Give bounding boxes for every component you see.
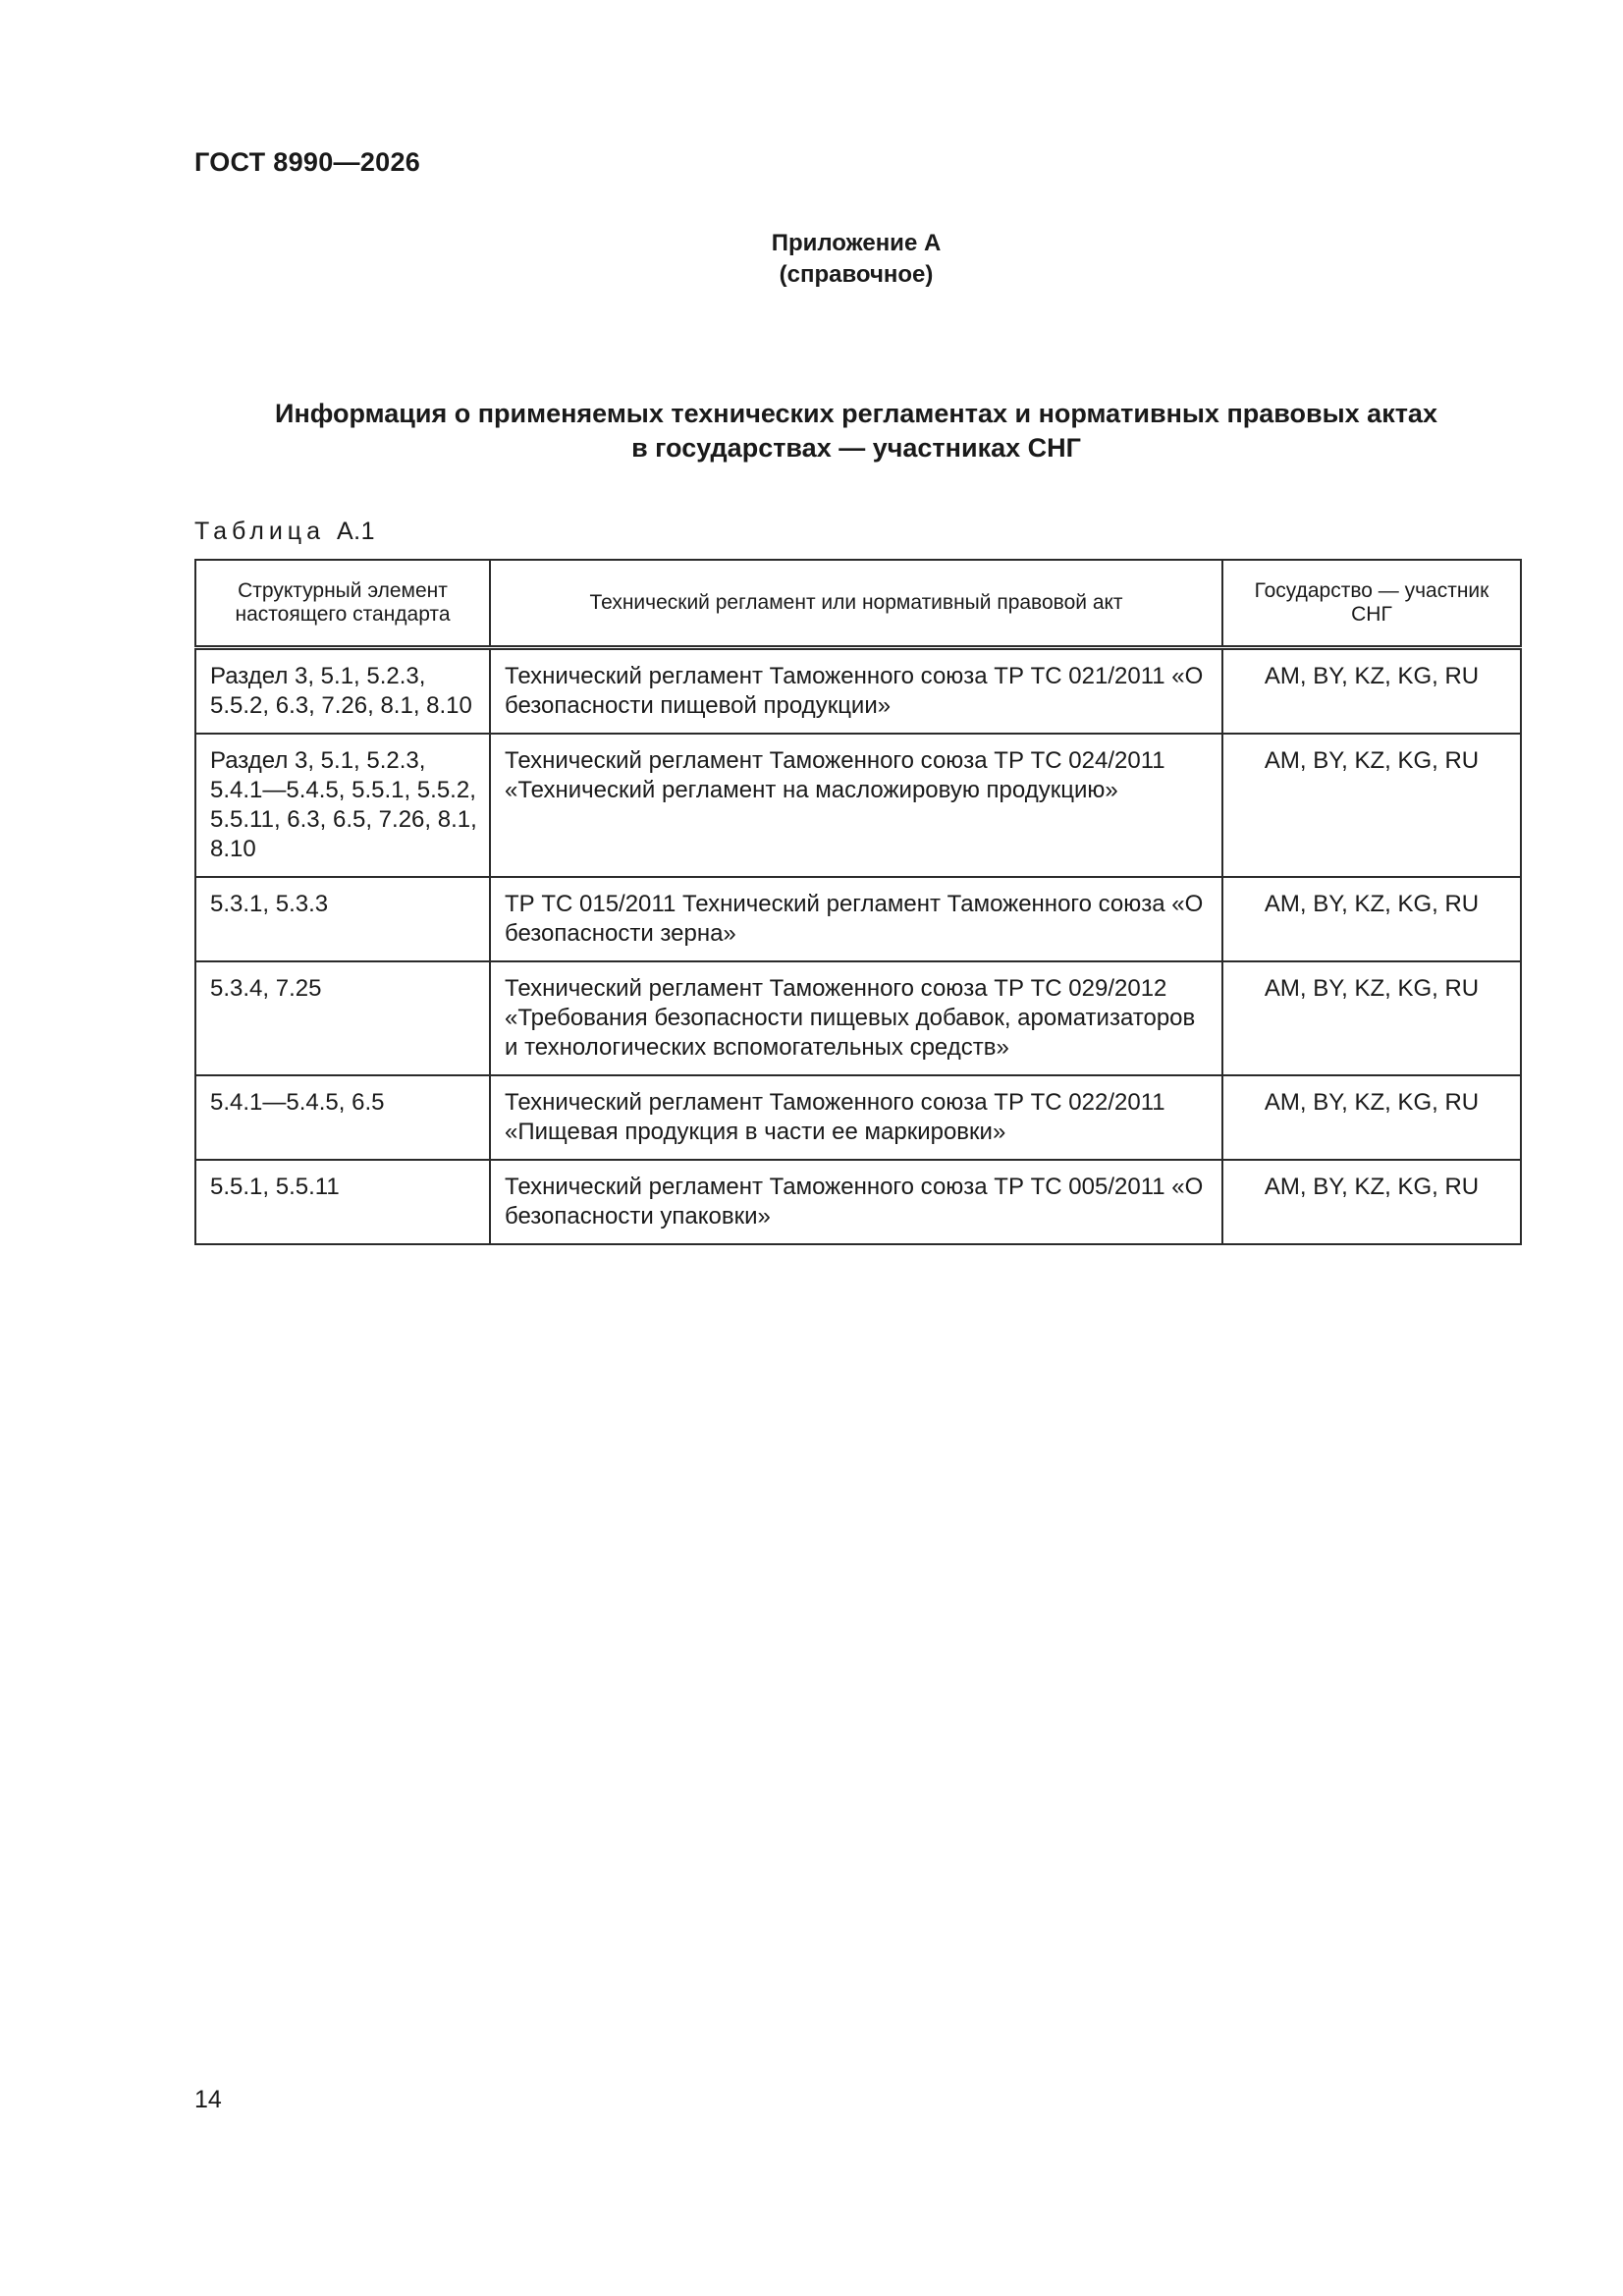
appendix-heading: [0, 228, 1623, 291]
table-label: [194, 518, 375, 546]
cell-states: AM, BY, KZ, KG, RU: [1222, 1160, 1521, 1244]
table-row: [195, 1160, 1521, 1244]
cell-act: Технический регламент Таможенного союза ТР ТС 005/2011 «О безопасности упаковки»: [490, 1160, 1222, 1244]
column-header-element: Структурный элемент настоящего стандарта: [195, 560, 490, 648]
column-header-act: Технический регламент или нормативный правовой акт: [490, 560, 1222, 648]
appendix-title: Приложение А: [771, 230, 942, 256]
page-number: 14: [194, 2086, 222, 2113]
cell-element: 5.4.1—5.4.5, 6.5: [195, 1075, 490, 1160]
table-row: [195, 1075, 1521, 1160]
cell-states: AM, BY, KZ, KG, RU: [1222, 648, 1521, 735]
column-header-states: Государство — участник СНГ: [1222, 560, 1521, 648]
cell-element: 5.5.1, 5.5.11: [195, 1160, 490, 1244]
table-header-row: [195, 560, 1521, 648]
document-code: ГОСТ 8990—2026: [194, 147, 421, 177]
cell-element: Раздел 3, 5.1, 5.2.3, 5.5.2, 6.3, 7.26, 8.1, 8.10: [195, 648, 490, 735]
cell-states: AM, BY, KZ, KG, RU: [1222, 1075, 1521, 1160]
section-title-line-2: в государствах — участниках СНГ: [631, 433, 1081, 463]
cell-element: 5.3.1, 5.3.3: [195, 877, 490, 961]
section-title-line-1: Информация о применяемых технических регламентах и нормативных правовых актах: [275, 399, 1437, 428]
table-row: [195, 877, 1521, 961]
table-label-word: Таблица: [194, 518, 326, 545]
cell-act: Технический регламент Таможенного союза ТР ТС 029/2012 «Требования безопасности пищевых добавок, ароматизаторов и технологических вспомогательных средств»: [490, 961, 1222, 1075]
cell-act: Технический регламент Таможенного союза ТР ТС 022/2011 «Пищевая продукция в части ее маркировки»: [490, 1075, 1222, 1160]
cell-act: ТР ТС 015/2011 Технический регламент Таможенного союза «О безопасности зерна»: [490, 877, 1222, 961]
cell-states: AM, BY, KZ, KG, RU: [1222, 961, 1521, 1075]
section-title: [194, 397, 1518, 465]
regulations-table: [194, 559, 1522, 1245]
cell-element: 5.3.4, 7.25: [195, 961, 490, 1075]
table-row: [195, 648, 1521, 735]
cell-states: AM, BY, KZ, KG, RU: [1222, 877, 1521, 961]
cell-states: AM, BY, KZ, KG, RU: [1222, 734, 1521, 877]
table-row: [195, 961, 1521, 1075]
cell-element: Раздел 3, 5.1, 5.2.3, 5.4.1—5.4.5, 5.5.1, 5.5.2, 5.5.11, 6.3, 6.5, 7.26, 8.1, 8.10: [195, 734, 490, 877]
cell-act: Технический регламент Таможенного союза ТР ТС 021/2011 «О безопасности пищевой продукции»: [490, 648, 1222, 735]
appendix-subtitle: (справочное): [779, 261, 934, 288]
table-row: [195, 734, 1521, 877]
table-label-number: А.1: [336, 518, 376, 545]
cell-act: Технический регламент Таможенного союза ТР ТС 024/2011 «Технический регламент на масложировую продукцию»: [490, 734, 1222, 877]
